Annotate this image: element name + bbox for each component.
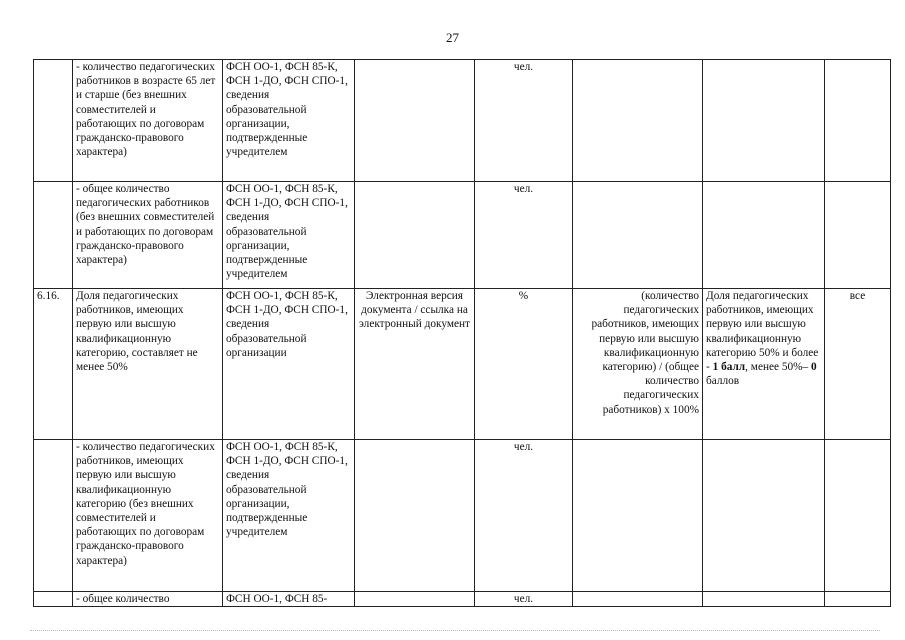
scoring-text-less: , менее 50%– — [745, 361, 809, 374]
indicator-cell: - количество педагогических работников, имеющих первую или высшую квалификационную категорию (без внешних совместителей и работающих по договорам гражданско-правового характера) — [73, 440, 223, 592]
formula-cell: (количество педагогических работников, имеющих первую или высшую квалификационную категорию) / (общее количество педагогических работников) х 100% — [573, 289, 703, 440]
indicator-cell: - количество педагогических работников в возрасте 65 лет и старше (без внешних совместителей и работающих по договорам гражданско-правового характера) — [73, 60, 223, 182]
source-cell: ФСН ОО-1, ФСН 85-К, ФСН 1-ДО, ФСН СПО-1, сведения образовательной организации, подтвержденные учредителем — [223, 182, 355, 289]
unit-cell: чел. — [475, 592, 573, 607]
row-number — [34, 60, 73, 182]
unit-cell: чел. — [475, 182, 573, 289]
row-number — [34, 440, 73, 592]
formula-cell — [573, 182, 703, 289]
applies-cell — [825, 440, 891, 592]
row-number — [34, 182, 73, 289]
unit-cell: % — [475, 289, 573, 440]
confirmation-cell — [355, 182, 475, 289]
scoring-cell — [703, 289, 825, 440]
confirmation-cell — [355, 60, 475, 182]
formula-cell — [573, 440, 703, 592]
scoring-zero-points: 0 — [811, 361, 817, 374]
scoring-cell — [703, 60, 825, 182]
source-cell: ФСН ОО-1, ФСН 85-К, ФСН 1-ДО, ФСН СПО-1, сведения образовательной организации, подтвержденные учредителем — [223, 440, 355, 592]
unit-cell: чел. — [475, 440, 573, 592]
scoring-cell — [703, 182, 825, 289]
indicator-cell: - общее количество педагогических работников (без внешних совместителей и работающих по договорам гражданско-правового характера) — [73, 182, 223, 289]
unit-cell: чел. — [475, 60, 573, 182]
row-number — [34, 592, 73, 607]
source-cell: ФСН ОО-1, ФСН 85- — [223, 592, 355, 607]
indicator-cell: - общее количество — [73, 592, 223, 607]
source-cell: ФСН ОО-1, ФСН 85-К, ФСН 1-ДО, ФСН СПО-1, сведения образовательной организации, подтвержденные учредителем — [223, 60, 355, 182]
scoring-cell — [703, 440, 825, 592]
scoring-cell — [703, 592, 825, 607]
table-row — [34, 289, 891, 440]
indicators-table — [33, 59, 891, 607]
confirmation-cell: Электронная версия документа / ссылка на электронный документ — [355, 289, 475, 440]
scoring-text: Доля педагогических работников, имеющих первую или высшую квалификационную категорию 50% и более - — [706, 290, 819, 374]
confirmation-cell — [355, 592, 475, 607]
applies-cell: все — [825, 289, 891, 440]
page-number: 27 — [446, 30, 459, 45]
applies-cell — [825, 60, 891, 182]
table-row — [34, 182, 891, 289]
scoring-one-point: 1 балл — [712, 361, 746, 374]
row-number: 6.16. — [34, 289, 73, 440]
formula-cell — [573, 592, 703, 607]
table-row — [34, 60, 891, 182]
scan-edge — [30, 630, 880, 635]
applies-cell — [825, 592, 891, 607]
formula-cell — [573, 60, 703, 182]
confirmation-cell — [355, 440, 475, 592]
scoring-text-points: баллов — [706, 375, 740, 388]
applies-cell — [825, 182, 891, 289]
indicator-cell: Доля педагогических работников, имеющих первую или высшую квалификационную категорию, составляет не менее 50% — [73, 289, 223, 440]
table-row — [34, 440, 891, 592]
source-cell: ФСН ОО-1, ФСН 85-К, ФСН 1-ДО, ФСН СПО-1, сведения образовательной организации — [223, 289, 355, 440]
table-row — [34, 592, 891, 607]
